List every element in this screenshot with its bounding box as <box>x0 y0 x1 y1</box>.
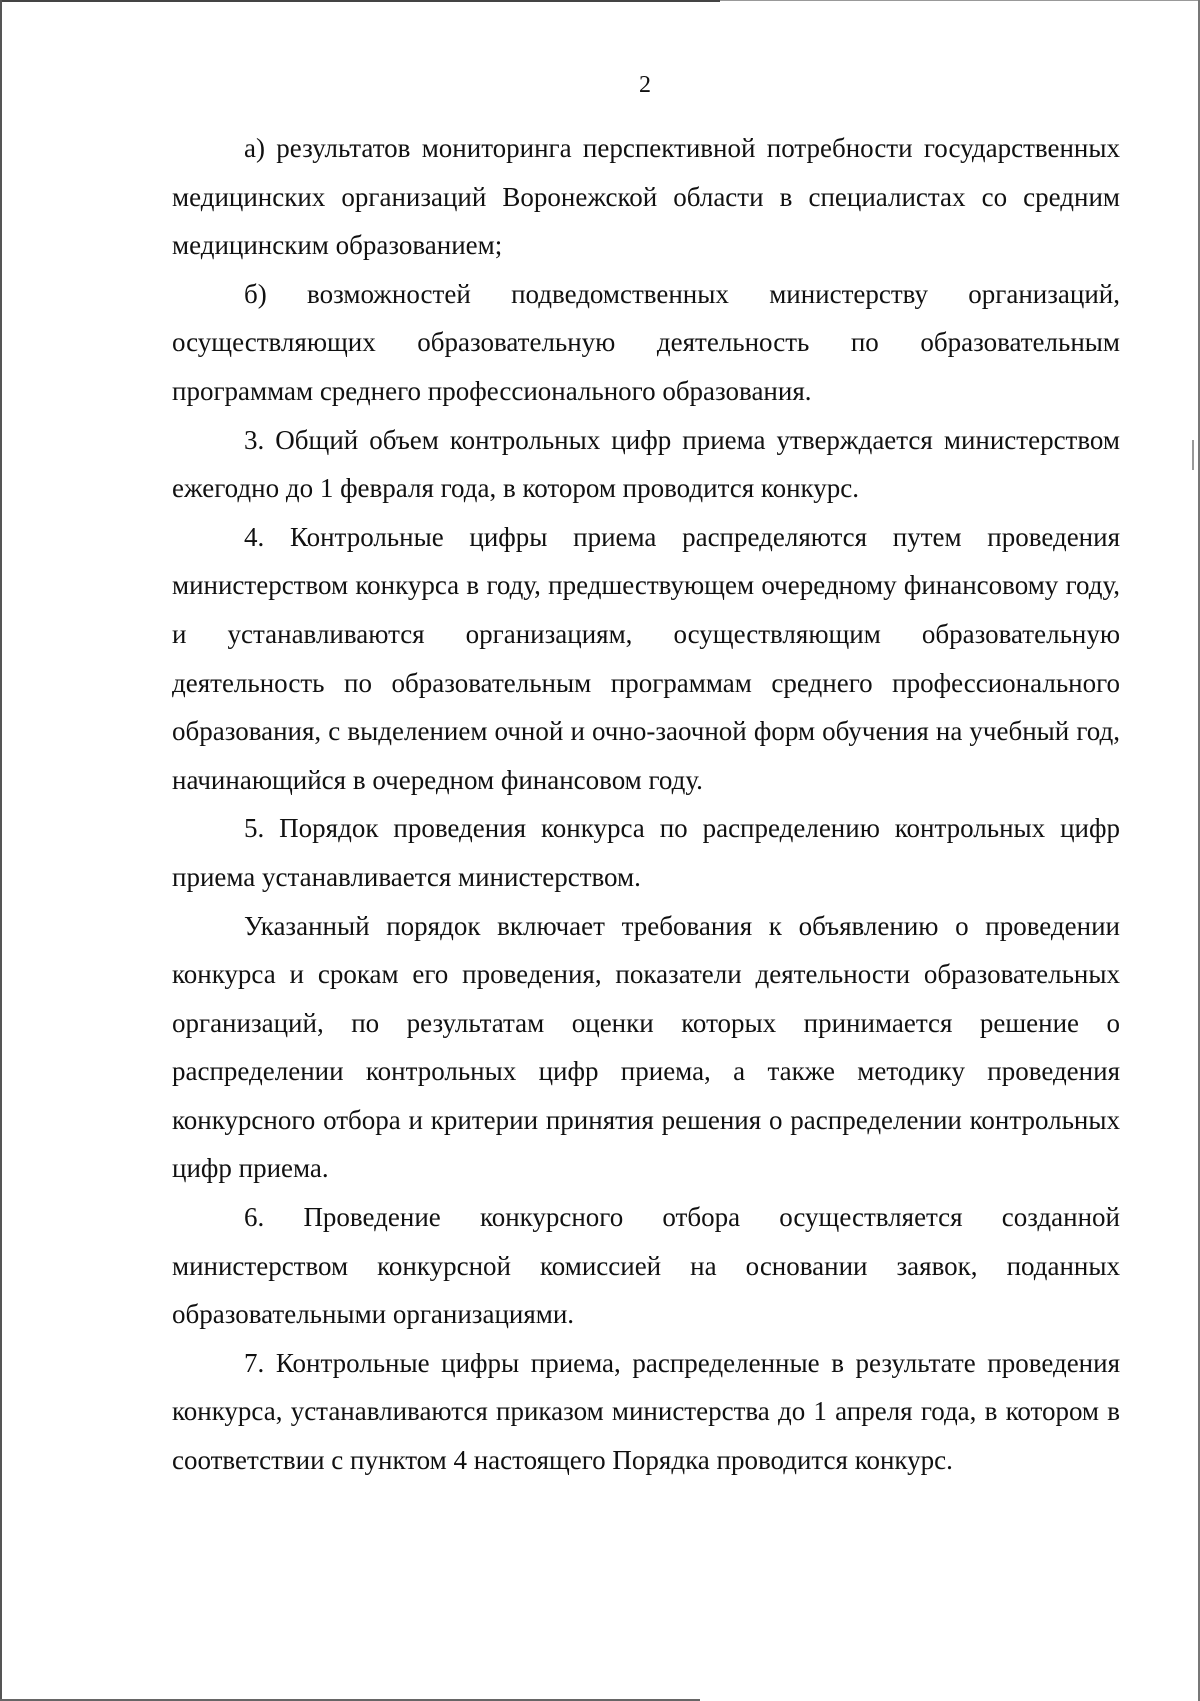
paragraph-b: б) возможностей подведомственных министерству организаций, осуществляющих образовательную деятельность по образовательным программам среднего профессионального образования. <box>172 278 1120 406</box>
document-body <box>172 124 1120 1485</box>
scan-artifact-mark <box>1192 440 1194 470</box>
scan-border-top-faint <box>720 0 1200 1</box>
paragraph-3: 3. Общий объем контрольных цифр приема утверждается министерством ежегодно до 1 февраля года, в котором проводится конкурс. <box>172 424 1120 504</box>
paragraph-6: 6. Проведение конкурсного отбора осуществляется созданной министерством конкурсной комиссией на основании заявок, поданных образовательными организациями. <box>172 1202 1120 1330</box>
scan-border-top <box>0 0 720 2</box>
scan-border-left <box>0 0 2 1701</box>
paragraph-5-continued: Указанный порядок включает требования к объявлению о проведении конкурса и срокам его проведения, показатели деятельности образовательных организаций, по результатам оценки которых принимается решение о распределении контрольных цифр приема, а также методику проведения конкурсного отбора и критерии принятия решения о распределении контрольных цифр приема. <box>172 910 1120 1184</box>
paragraph-7: 7. Контрольные цифры приема, распределенные в результате проведения конкурса, устанавливаются приказом министерства до 1 апреля года, в котором в соответствии с пунктом 4 настоящего Порядка проводится конкурс. <box>172 1347 1120 1476</box>
paragraph-4: 4. Контрольные цифры приема распределяются путем проведения министерством конкурса в году, предшествующем очередному финансовому году, и устанавливаются организациям, осуществляющим образовательную деятельность по образовательным программам среднего профессионального образования, с выделением очной и очно-заочной форм обучения на учебный год, начинающийся в очередном финансовом году. <box>172 521 1120 795</box>
paragraph-5: 5. Порядок проведения конкурса по распределению контрольных цифр приема устанавливается министерством. <box>172 813 1120 892</box>
page-number: 2 <box>639 72 651 98</box>
paragraph-a: а) результатов мониторинга перспективной потребности государственных медицинских организаций Воронежской области в специалистах со средним медицинским образованием; <box>172 133 1120 261</box>
